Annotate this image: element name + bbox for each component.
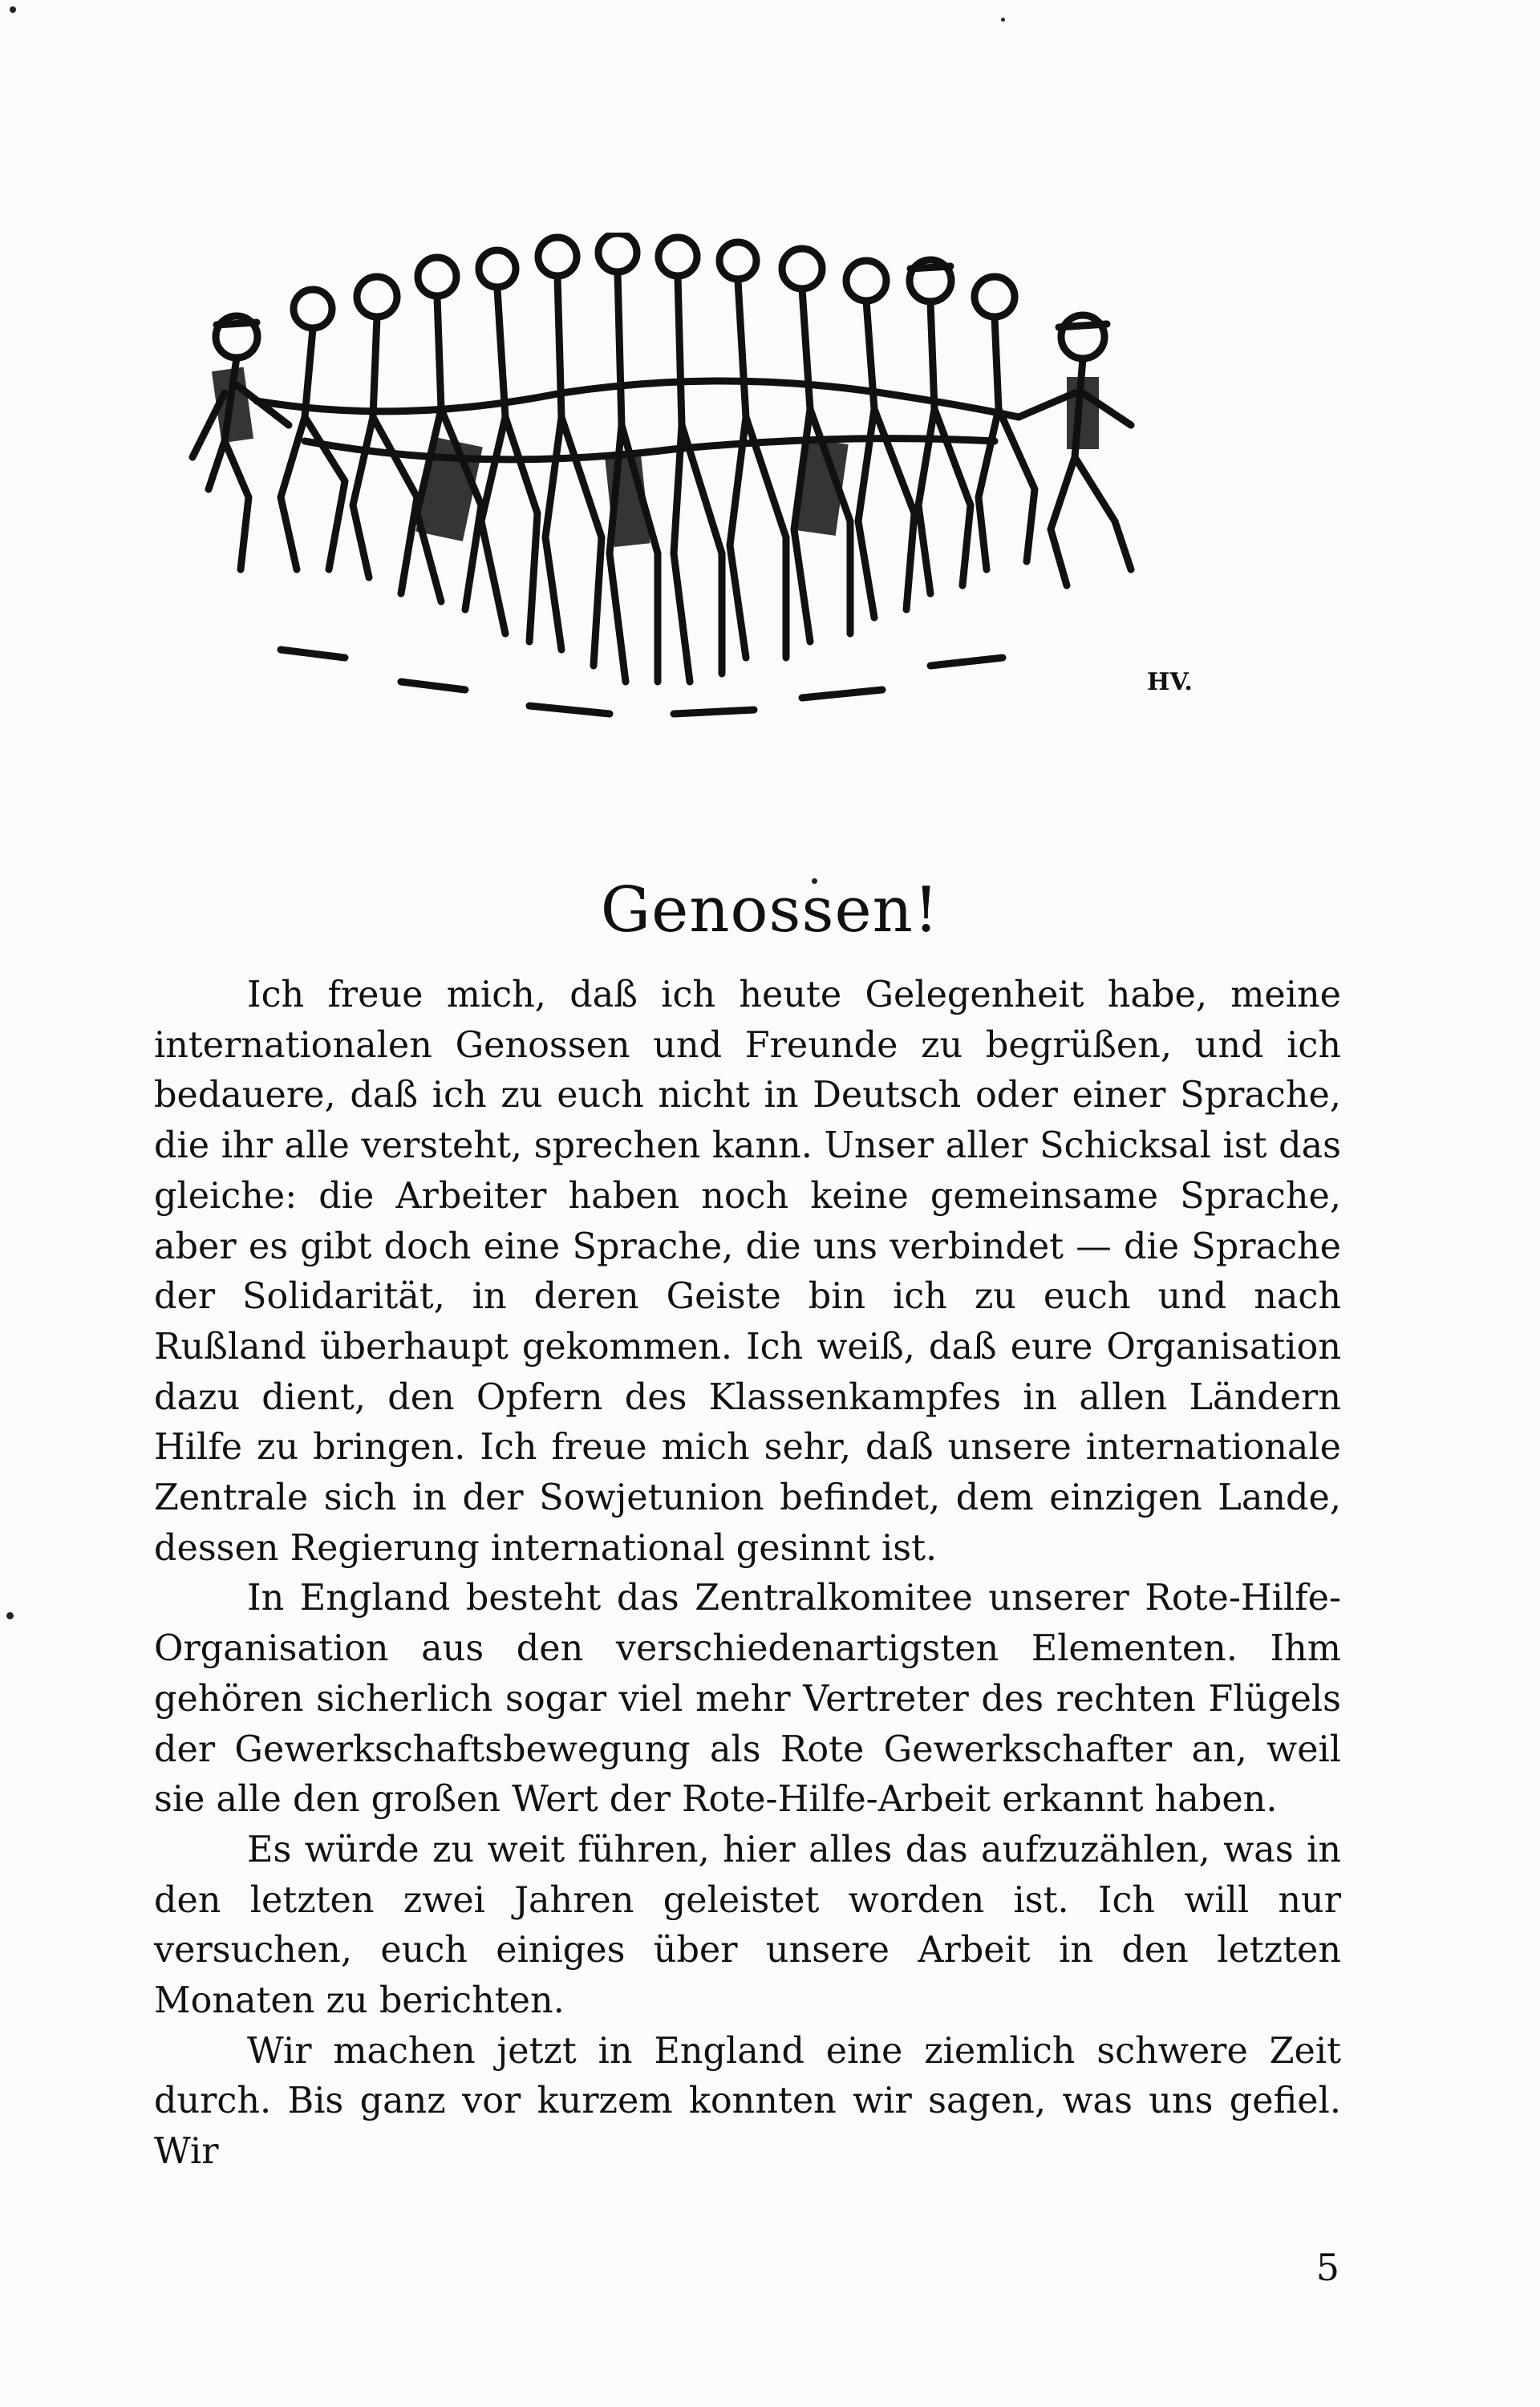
body-text bbox=[154, 970, 1341, 2178]
print-speck bbox=[1001, 18, 1005, 22]
page-number: 5 bbox=[1315, 2246, 1339, 2289]
dancing-crowd-illustration bbox=[160, 233, 1243, 738]
paragraph: In England besteht das Zentralkomitee unserer Rote-Hilfe-Organisation aus den verschiedenartigsten Elementen. Ihm gehören sicherlich sogar viel mehr Vertreter des rechten Flügels der Gewerkschaftsbewegung als Rote Gewerkschafter an, weil sie alle den großen Wert der Rote-Hilfe-Arbeit erkannt haben. bbox=[154, 1578, 1341, 1821]
page-title: Genossen! bbox=[600, 874, 940, 946]
paragraph: Wir machen jetzt in England eine ziemlich schwere Zeit durch. Bis ganz vor kurzem konnten wir sagen, was uns gefiel. Wir bbox=[154, 2030, 1341, 2173]
illustration-drawing bbox=[160, 233, 1243, 738]
print-speck bbox=[10, 6, 16, 13]
paragraph: Es würde zu weit führen, hier alles das aufzuzählen, was in den letzten zwei Jahren geleistet worden ist. Ich will nur versuchen, euch einiges über unsere Arbeit in den letzten Monaten zu berichten. bbox=[154, 1829, 1341, 2022]
print-speck bbox=[6, 1612, 14, 1619]
illustration-signature: HV. bbox=[1147, 668, 1193, 696]
paragraph: Ich freue mich, daß ich heute Gelegenheit habe, meine internationalen Genossen und Freunde zu begrüßen, und ich bedauere, daß ich zu euch nicht in Deutsch oder einer Sprache, die ihr alle versteht, sprechen kann. Unser aller Schicksal ist das gleiche: die Arbeiter haben noch keine gemeinsame Sprache, aber es gibt doch eine Sprache, die uns verbindet — die Sprache der Solidarität, in deren Geiste bin ich zu euch und nach Rußland überhaupt gekommen. Ich weiß, daß eure Organisation dazu dient, den Opfern des Klassenkampfes in allen Ländern Hilfe zu bringen. Ich freue mich sehr, daß unsere internationale Zentrale sich in der Sowjetunion befindet, dem einzigen Lande, dessen Regierung international gesinnt ist. bbox=[154, 975, 1341, 1569]
